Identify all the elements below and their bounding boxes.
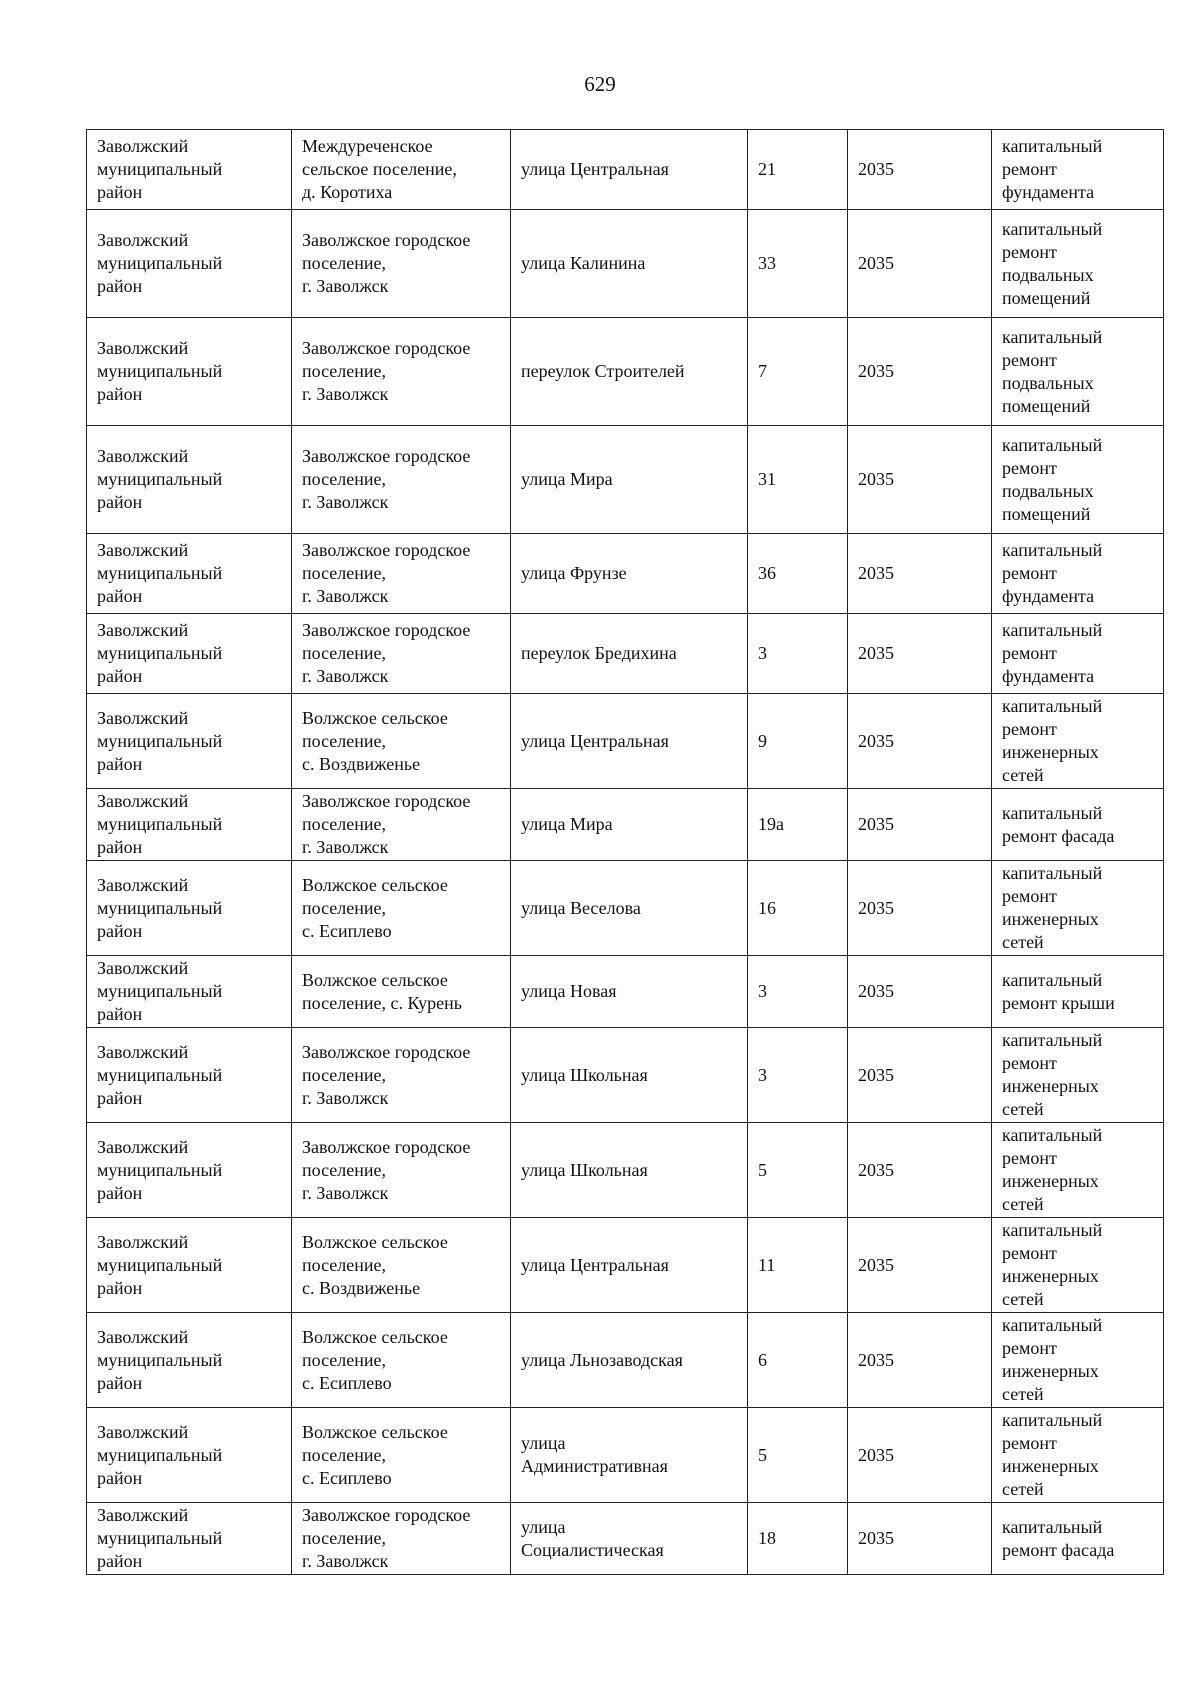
table-row <box>87 1503 1164 1575</box>
settlement-cell: Волжское сельское поселение, с. Есиплево <box>292 861 511 956</box>
year-cell: 2035 <box>848 956 992 1028</box>
table-row <box>87 789 1164 861</box>
table-row <box>87 1218 1164 1313</box>
work-type-cell: капитальный ремонт подвальных помещений <box>992 426 1164 534</box>
table-row <box>87 534 1164 614</box>
district-cell: Заволжский муниципальный район <box>87 318 292 426</box>
table-row <box>87 426 1164 534</box>
work-type-cell: капитальный ремонт фасада <box>992 789 1164 861</box>
district-cell: Заволжский муниципальный район <box>87 956 292 1028</box>
work-type-cell: капитальный ремонт фундамента <box>992 130 1164 210</box>
settlement-cell: Заволжское городское поселение, г. Заволжск <box>292 318 511 426</box>
work-type-cell: капитальный ремонт инженерных сетей <box>992 1123 1164 1218</box>
table-row <box>87 210 1164 318</box>
street-cell: улица Мира <box>511 426 748 534</box>
district-cell: Заволжский муниципальный район <box>87 426 292 534</box>
district-cell: Заволжский муниципальный район <box>87 789 292 861</box>
street-cell: переулок Бредихина <box>511 614 748 694</box>
district-cell: Заволжский муниципальный район <box>87 614 292 694</box>
street-cell: улица Веселова <box>511 861 748 956</box>
year-cell: 2035 <box>848 1123 992 1218</box>
page-number: 629 <box>584 72 616 96</box>
street-cell: улица Центральная <box>511 130 748 210</box>
district-cell: Заволжский муниципальный район <box>87 1313 292 1408</box>
house-number-cell: 9 <box>748 694 848 789</box>
street-cell: улица Школьная <box>511 1123 748 1218</box>
year-cell: 2035 <box>848 1313 992 1408</box>
settlement-cell: Волжское сельское поселение, с. Есиплево <box>292 1313 511 1408</box>
street-cell: переулок Строителей <box>511 318 748 426</box>
table-row <box>87 1408 1164 1503</box>
district-cell: Заволжский муниципальный район <box>87 694 292 789</box>
year-cell: 2035 <box>848 1503 992 1575</box>
table-row <box>87 318 1164 426</box>
work-type-cell: капитальный ремонт инженерных сетей <box>992 1408 1164 1503</box>
settlement-cell: Заволжское городское поселение, г. Заволжск <box>292 210 511 318</box>
settlement-cell: Волжское сельское поселение, с. Курень <box>292 956 511 1028</box>
year-cell: 2035 <box>848 426 992 534</box>
year-cell: 2035 <box>848 789 992 861</box>
house-number-cell: 3 <box>748 956 848 1028</box>
work-type-cell: капитальный ремонт инженерных сетей <box>992 1313 1164 1408</box>
settlement-cell: Междуреченское сельское поселение, д. Коротиха <box>292 130 511 210</box>
district-cell: Заволжский муниципальный район <box>87 130 292 210</box>
year-cell: 2035 <box>848 861 992 956</box>
table-row <box>87 861 1164 956</box>
house-number-cell: 21 <box>748 130 848 210</box>
settlement-cell: Волжское сельское поселение, с. Есиплево <box>292 1408 511 1503</box>
district-cell: Заволжский муниципальный район <box>87 1123 292 1218</box>
house-number-cell: 18 <box>748 1503 848 1575</box>
work-type-cell: капитальный ремонт подвальных помещений <box>992 210 1164 318</box>
settlement-cell: Заволжское городское поселение, г. Заволжск <box>292 1028 511 1123</box>
street-cell: улица Социалистическая <box>511 1503 748 1575</box>
year-cell: 2035 <box>848 1408 992 1503</box>
district-cell: Заволжский муниципальный район <box>87 1408 292 1503</box>
street-cell: улица Льнозаводская <box>511 1313 748 1408</box>
district-cell: Заволжский муниципальный район <box>87 1218 292 1313</box>
street-cell: улица Школьная <box>511 1028 748 1123</box>
house-number-cell: 19а <box>748 789 848 861</box>
table-row <box>87 614 1164 694</box>
settlement-cell: Заволжское городское поселение, г. Заволжск <box>292 789 511 861</box>
house-number-cell: 5 <box>748 1123 848 1218</box>
table-row <box>87 1313 1164 1408</box>
work-type-cell: капитальный ремонт фундамента <box>992 534 1164 614</box>
street-cell: улица Калинина <box>511 210 748 318</box>
table-row <box>87 1123 1164 1218</box>
table-row <box>87 956 1164 1028</box>
year-cell: 2035 <box>848 1218 992 1313</box>
table-row <box>87 694 1164 789</box>
year-cell: 2035 <box>848 694 992 789</box>
work-type-cell: капитальный ремонт инженерных сетей <box>992 1028 1164 1123</box>
house-number-cell: 11 <box>748 1218 848 1313</box>
year-cell: 2035 <box>848 318 992 426</box>
street-cell: улица Центральная <box>511 1218 748 1313</box>
work-type-cell: капитальный ремонт подвальных помещений <box>992 318 1164 426</box>
year-cell: 2035 <box>848 210 992 318</box>
table-body <box>87 130 1164 1575</box>
work-type-cell: капитальный ремонт фундамента <box>992 614 1164 694</box>
settlement-cell: Заволжское городское поселение, г. Заволжск <box>292 1503 511 1575</box>
house-number-cell: 3 <box>748 1028 848 1123</box>
house-number-cell: 7 <box>748 318 848 426</box>
settlement-cell: Заволжское городское поселение, г. Заволжск <box>292 614 511 694</box>
work-type-cell: капитальный ремонт фасада <box>992 1503 1164 1575</box>
district-cell: Заволжский муниципальный район <box>87 861 292 956</box>
district-cell: Заволжский муниципальный район <box>87 1503 292 1575</box>
street-cell: улица Фрунзе <box>511 534 748 614</box>
street-cell: улица Административная <box>511 1408 748 1503</box>
district-cell: Заволжский муниципальный район <box>87 1028 292 1123</box>
year-cell: 2035 <box>848 1028 992 1123</box>
table-row <box>87 1028 1164 1123</box>
house-number-cell: 6 <box>748 1313 848 1408</box>
year-cell: 2035 <box>848 614 992 694</box>
register-table <box>86 129 1164 1575</box>
work-type-cell: капитальный ремонт инженерных сетей <box>992 694 1164 789</box>
year-cell: 2035 <box>848 130 992 210</box>
settlement-cell: Волжское сельское поселение, с. Воздвиженье <box>292 694 511 789</box>
house-number-cell: 33 <box>748 210 848 318</box>
table-row <box>87 130 1164 210</box>
district-cell: Заволжский муниципальный район <box>87 534 292 614</box>
street-cell: улица Центральная <box>511 694 748 789</box>
street-cell: улица Мира <box>511 789 748 861</box>
house-number-cell: 31 <box>748 426 848 534</box>
year-cell: 2035 <box>848 534 992 614</box>
settlement-cell: Заволжское городское поселение, г. Заволжск <box>292 426 511 534</box>
settlement-cell: Заволжское городское поселение, г. Заволжск <box>292 534 511 614</box>
house-number-cell: 36 <box>748 534 848 614</box>
work-type-cell: капитальный ремонт инженерных сетей <box>992 1218 1164 1313</box>
street-cell: улица Новая <box>511 956 748 1028</box>
house-number-cell: 5 <box>748 1408 848 1503</box>
work-type-cell: капитальный ремонт инженерных сетей <box>992 861 1164 956</box>
district-cell: Заволжский муниципальный район <box>87 210 292 318</box>
settlement-cell: Заволжское городское поселение, г. Заволжск <box>292 1123 511 1218</box>
house-number-cell: 3 <box>748 614 848 694</box>
settlement-cell: Волжское сельское поселение, с. Воздвиженье <box>292 1218 511 1313</box>
house-number-cell: 16 <box>748 861 848 956</box>
work-type-cell: капитальный ремонт крыши <box>992 956 1164 1028</box>
